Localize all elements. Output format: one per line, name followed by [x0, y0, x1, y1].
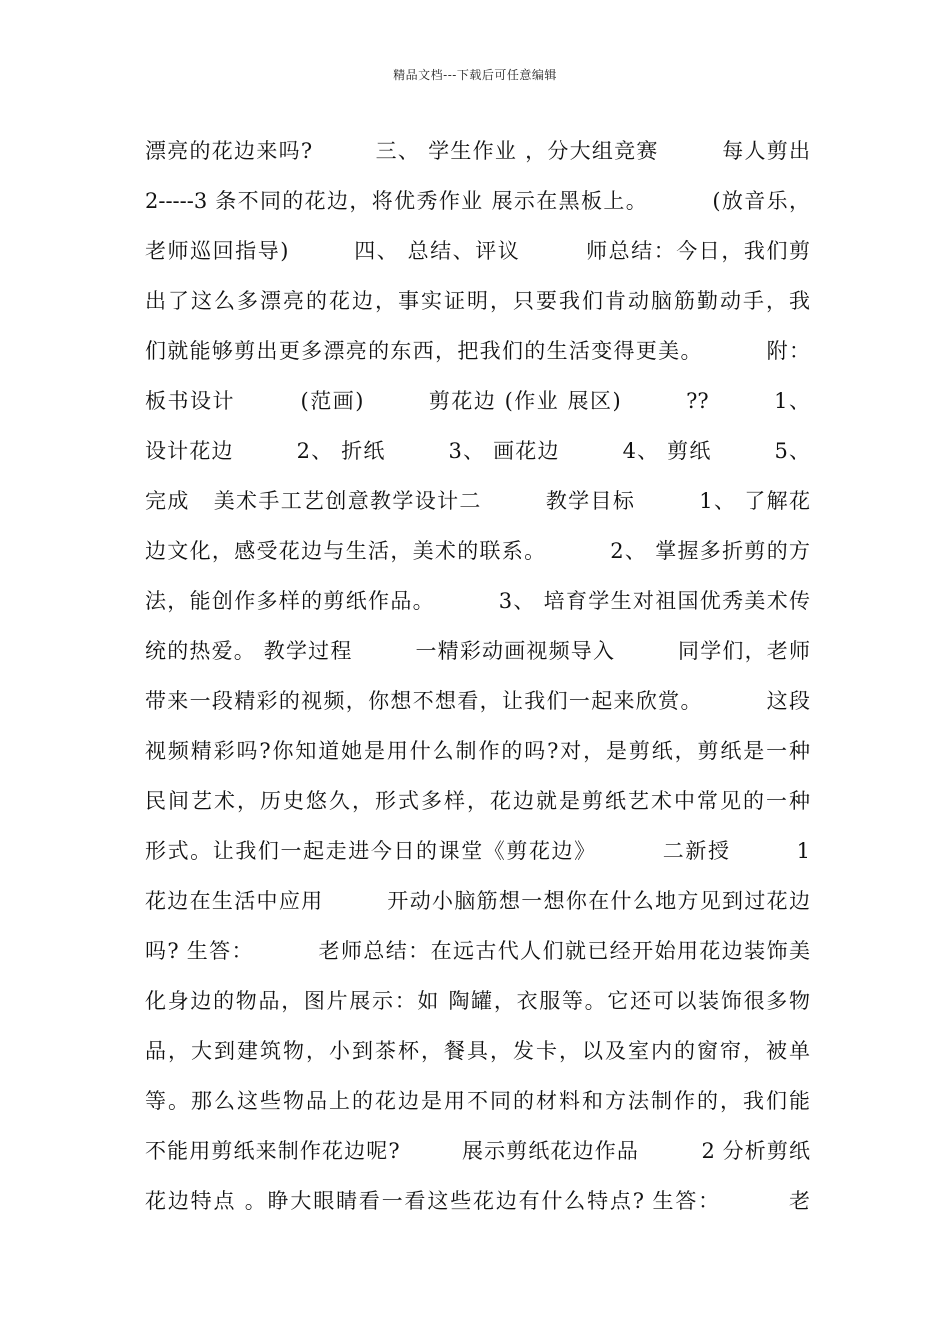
text-line: 化身边的物品，图片展示：如 陶罐，衣服等。它还可以装饰很多物 [145, 989, 810, 1013]
text-line: 视频精彩吗?你知道她是用什么制作的吗?对，是剪纸，剪纸是一种 [145, 739, 810, 763]
text-line: 不能用剪纸来制作花边呢? 展示剪纸花边作品 2 分析剪纸 [145, 1139, 810, 1163]
text-line: 设计花边 2、 折纸 3、 画花边 4、 剪纸 5、 [145, 439, 810, 463]
text-line: 品，大到建筑物，小到茶杯，餐具，发卡，以及室内的窗帘，被单 [145, 1039, 810, 1063]
text-line: 带来一段精彩的视频，你想不想看，让我们一起来欣赏。 这段 [145, 689, 810, 713]
text-line: 形式。让我们一起走进今日的课堂《剪花边》 二新授 1 [145, 839, 810, 863]
text-line: 花边特点 。睁大眼睛看一看这些花边有什么特点? 生答： 老 [145, 1189, 810, 1213]
text-line: 老师巡回指导) 四、 总结、评议 师总结：今日，我们剪 [145, 239, 810, 263]
text-line: 法，能创作多样的剪纸作品。 3、 培育学生对祖国优秀美术传 [145, 589, 810, 613]
document-body [145, 126, 810, 1226]
text-line: 2-----3 条不同的花边，将优秀作业 展示在黑板上。 (放音乐， [145, 189, 810, 213]
text-line: 民间艺术，历史悠久，形式多样，花边就是剪纸艺术中常见的一种 [145, 789, 810, 813]
text-line: 统的热爱。 教学过程 一精彩动画视频导入 同学们，老师 [145, 639, 810, 663]
text-line: 等。那么这些物品上的花边是用不同的材料和方法制作的，我们能 [145, 1089, 810, 1113]
text-line: 吗? 生答： 老师总结：在远古代人们就已经开始用花边装饰美 [145, 939, 810, 963]
text-line: 们就能够剪出更多漂亮的东西，把我们的生活变得更美。 附： [145, 339, 810, 363]
text-line: 花边在生活中应用 开动小脑筋想一想你在什么地方见到过花边 [145, 889, 810, 913]
text-line: 板书设计 (范画) 剪花边 (作业 展区) ?? 1、 [145, 389, 810, 413]
text-line: 完成 美术手工艺创意教学设计二 教学目标 1、 了解花 [145, 489, 810, 513]
text-line: 出了这么多漂亮的花边，事实证明，只要我们肯动脑筋勤动手，我 [145, 289, 810, 313]
text-line: 边文化，感受花边与生活，美术的联系。 2、 掌握多折剪的方 [145, 539, 810, 563]
page-header: 精品文档---下载后可任意编辑 [393, 68, 557, 82]
text-line: 漂亮的花边来吗? 三、 学生作业 ，分大组竞赛 每人剪出 [145, 139, 810, 163]
